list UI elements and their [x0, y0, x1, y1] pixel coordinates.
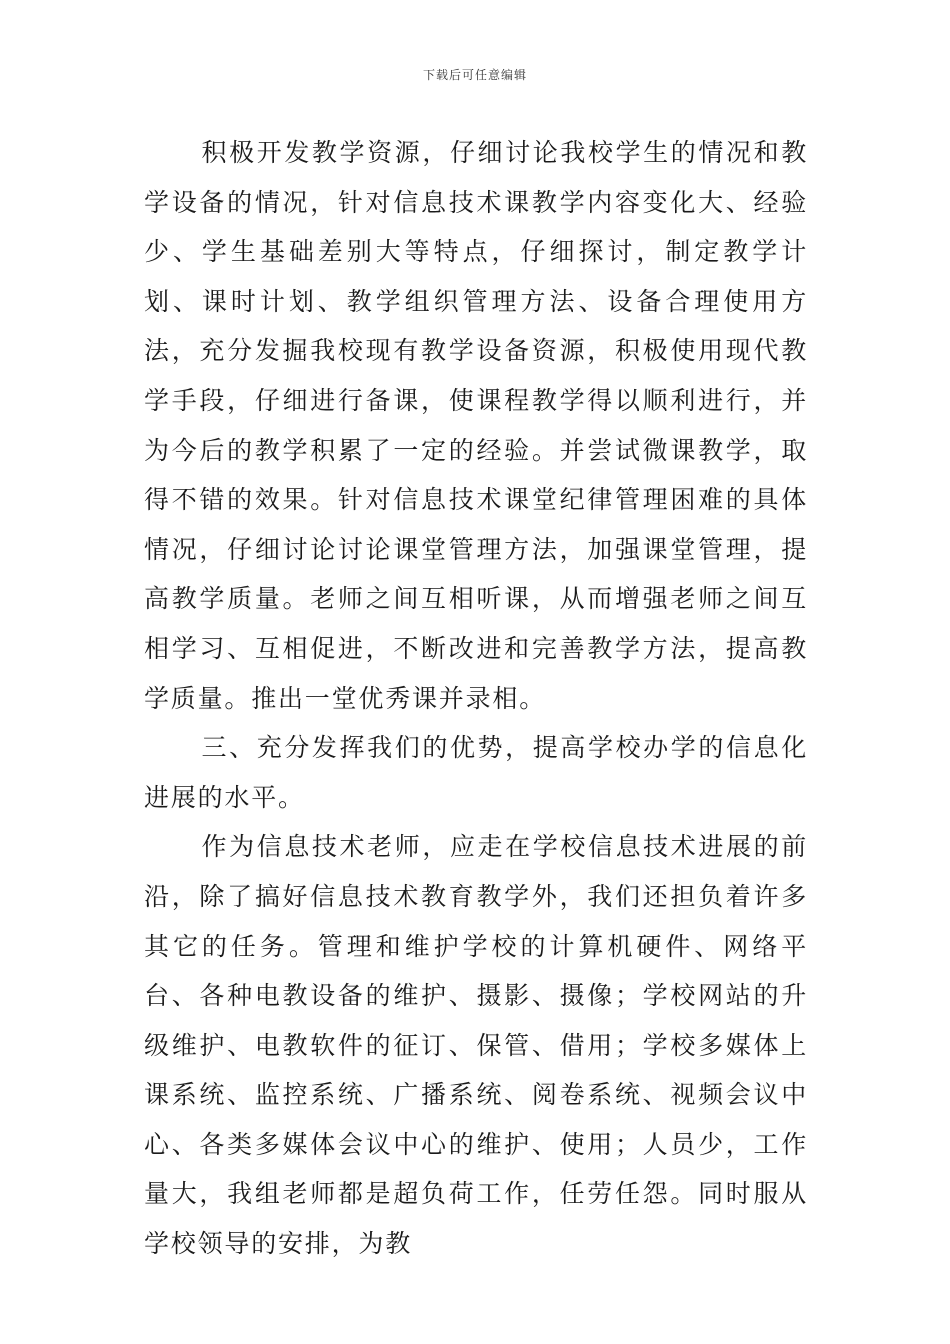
document-body	[144, 128, 808, 1269]
section-heading-three: 三、充分发挥我们的优势，提高学校办学的信息化进展的水平。	[144, 733, 808, 812]
paragraph-teaching-resources: 积极开发教学资源，仔细讨论我校学生的情况和教学设备的情况，针对信息技术课教学内容变化大、经验少、学生基础差别大等特点，仔细探讨，制定教学计划、课时计划、教学组织管理方法、设备合理使用方法，充分发掘我校现有教学设备资源，积极使用现代教学手段，仔细进行备课，使课程教学得以顺利进行，并为今后的教学积累了一定的经验。并尝试微课教学，取得不错的效果。针对信息技术课堂纪律管理困难的具体情况，仔细讨论讨论课堂管理方法，加强课堂管理，提高教学质量。老师之间互相听课，从而增强老师之间互相学习、互相促进，不断改进和完善教学方法，提高教学质量。推出一堂优秀课并录相。	[144, 138, 808, 713]
page-header: 下载后可任意编辑	[422, 68, 527, 82]
paragraph-it-teacher-role: 作为信息技术老师，应走在学校信息技术进展的前沿，除了搞好信息技术教育教学外，我们还担负着许多其它的任务。管理和维护学校的计算机硬件、网络平台、各种电教设备的维护、摄影、摄像；学校网站的升级维护、电教软件的征订、保管、借用；学校多媒体上课系统、监控系统、广播系统、阅卷系统、视频会议中心、各类多媒体会议中心的维护、使用；人员少，工作量大，我组老师都是超负荷工作，任劳任怨。同时服从学校领导的安排，为教	[144, 832, 808, 1259]
